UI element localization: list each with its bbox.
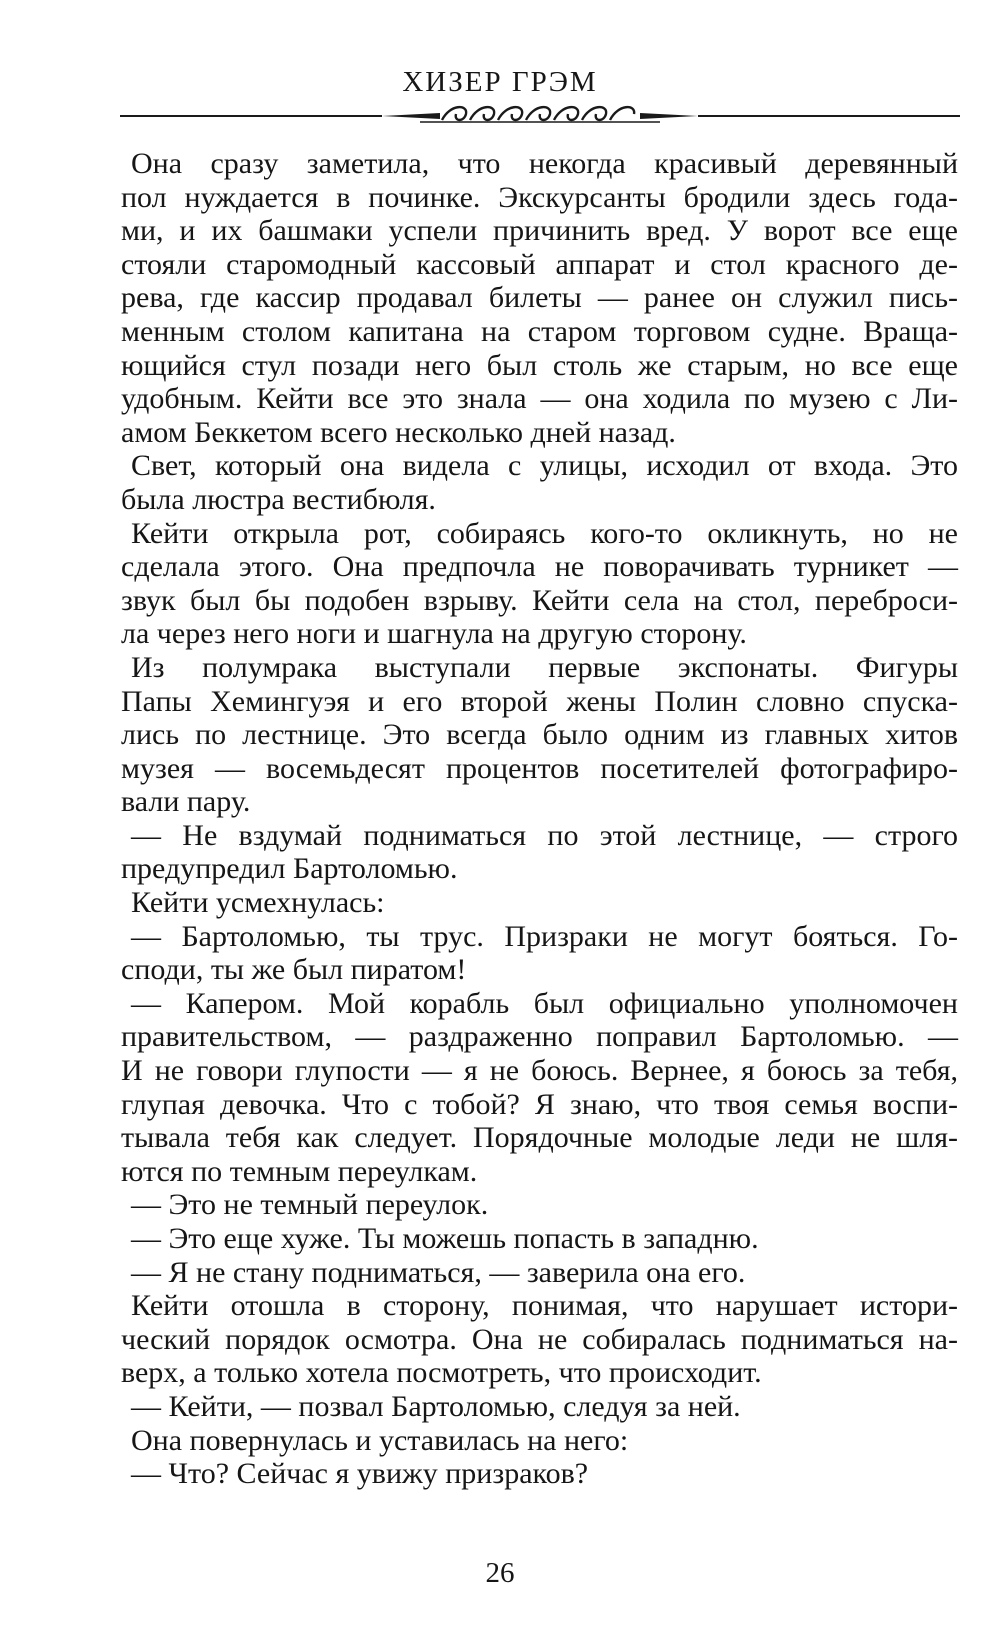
text-line: глупая девочка. Что с тобой? Я знаю, что твоя семья воспи- [121, 1087, 958, 1121]
text-line: предупредил Бартоломью. [121, 852, 458, 886]
text-line: Кейти отошла в сторону, понимая, что нарушает истори- [131, 1289, 958, 1323]
text-line: Она сразу заметила, что некогда красивый деревянный [131, 147, 958, 180]
text-line: — Не вздумай подниматься по этой лестнице, — строго [131, 818, 958, 852]
text-line: менным столом капитана на старом торговом судне. Враща- [121, 314, 958, 348]
text-line: удобным. Кейти все это знала — она ходила по музею с Ли- [121, 382, 958, 416]
text-line: — Я не стану подниматься, — заверила она его. [131, 1255, 746, 1289]
text-line: лись по лестнице. Это всегда было одним из главных хитов [121, 718, 958, 752]
text-line: сделала этого. Она предпочла не поворачивать турникет — [121, 550, 958, 584]
text-line: ческий порядок осмотра. Она не собиралась подниматься на- [121, 1322, 958, 1356]
text-line: тывала тебя как следует. Порядочные молодые леди не шля- [121, 1121, 958, 1155]
text-line: музея — восемьдесят процентов посетителей фотографиро- [121, 751, 958, 785]
text-line: ются по темным переулкам. [121, 1154, 478, 1188]
text-line: ми, и их башмаки успели причинить вред. У ворот все еще [121, 214, 958, 248]
page-body-text [121, 147, 958, 1491]
header-ornament-rule [120, 100, 960, 140]
text-line: правительством, — раздраженно поправил Бартоломью. — [121, 1020, 958, 1054]
text-line: — Что? Сейчас я увижу призраков? [131, 1457, 589, 1491]
text-line: звук был бы подобен взрыву. Кейти села на стол, переброси- [121, 583, 958, 617]
text-line: — Бартоломью, ты трус. Призраки не могут бояться. Го- [131, 919, 958, 953]
text-line: — Это не темный переулок. [131, 1188, 489, 1222]
text-line: — Капером. Мой корабль был официально уполномочен [131, 986, 958, 1020]
running-head-author: ХИЗЕР ГРЭМ [402, 66, 598, 98]
text-line: пол нуждается в починке. Экскурсанты бродили здесь года- [121, 180, 958, 214]
text-line: Свет, который она видела с улицы, исходил от входа. Это [131, 449, 958, 483]
text-line: Из полумрака выступали первые экспонаты. Фигуры [131, 650, 958, 684]
text-line: вали пару. [121, 785, 251, 819]
text-line: Она повернулась и уставилась на него: [131, 1423, 629, 1457]
text-line: Кейти открыла рот, собираясь кого-то окликнуть, но не [131, 516, 958, 550]
text-line: была люстра вестибюля. [121, 482, 436, 516]
text-line: — Кейти, — позвал Бартоломью, следуя за ней. [131, 1389, 741, 1423]
text-line: Кейти усмехнулась: [131, 886, 385, 920]
text-line: рева, где кассир продавал билеты — ранее он служил пись- [121, 281, 958, 315]
text-line: И не говори глупости — я не боюсь. Вернее, я боюсь за тебя, [121, 1054, 958, 1088]
text-line: — Это еще хуже. Ты можешь попасть в западню. [131, 1222, 759, 1255]
text-line: амом Беккетом всего несколько дней назад. [121, 415, 676, 449]
text-line: ющийся стул позади него был столь же старым, но все еще [121, 348, 958, 382]
text-line: споди, ты же был пиратом! [121, 953, 467, 987]
text-line: верх, а только хотела посмотреть, что происходит. [121, 1356, 762, 1390]
text-line: Папы Хемингуэя и его второй жены Полин словно спуска- [121, 684, 958, 718]
page-number: 26 [485, 1557, 515, 1589]
text-line: стояли старомодный кассовый аппарат и стол красного де- [121, 247, 958, 281]
text-line: ла через него ноги и шагнула на другую сторону. [121, 617, 747, 651]
